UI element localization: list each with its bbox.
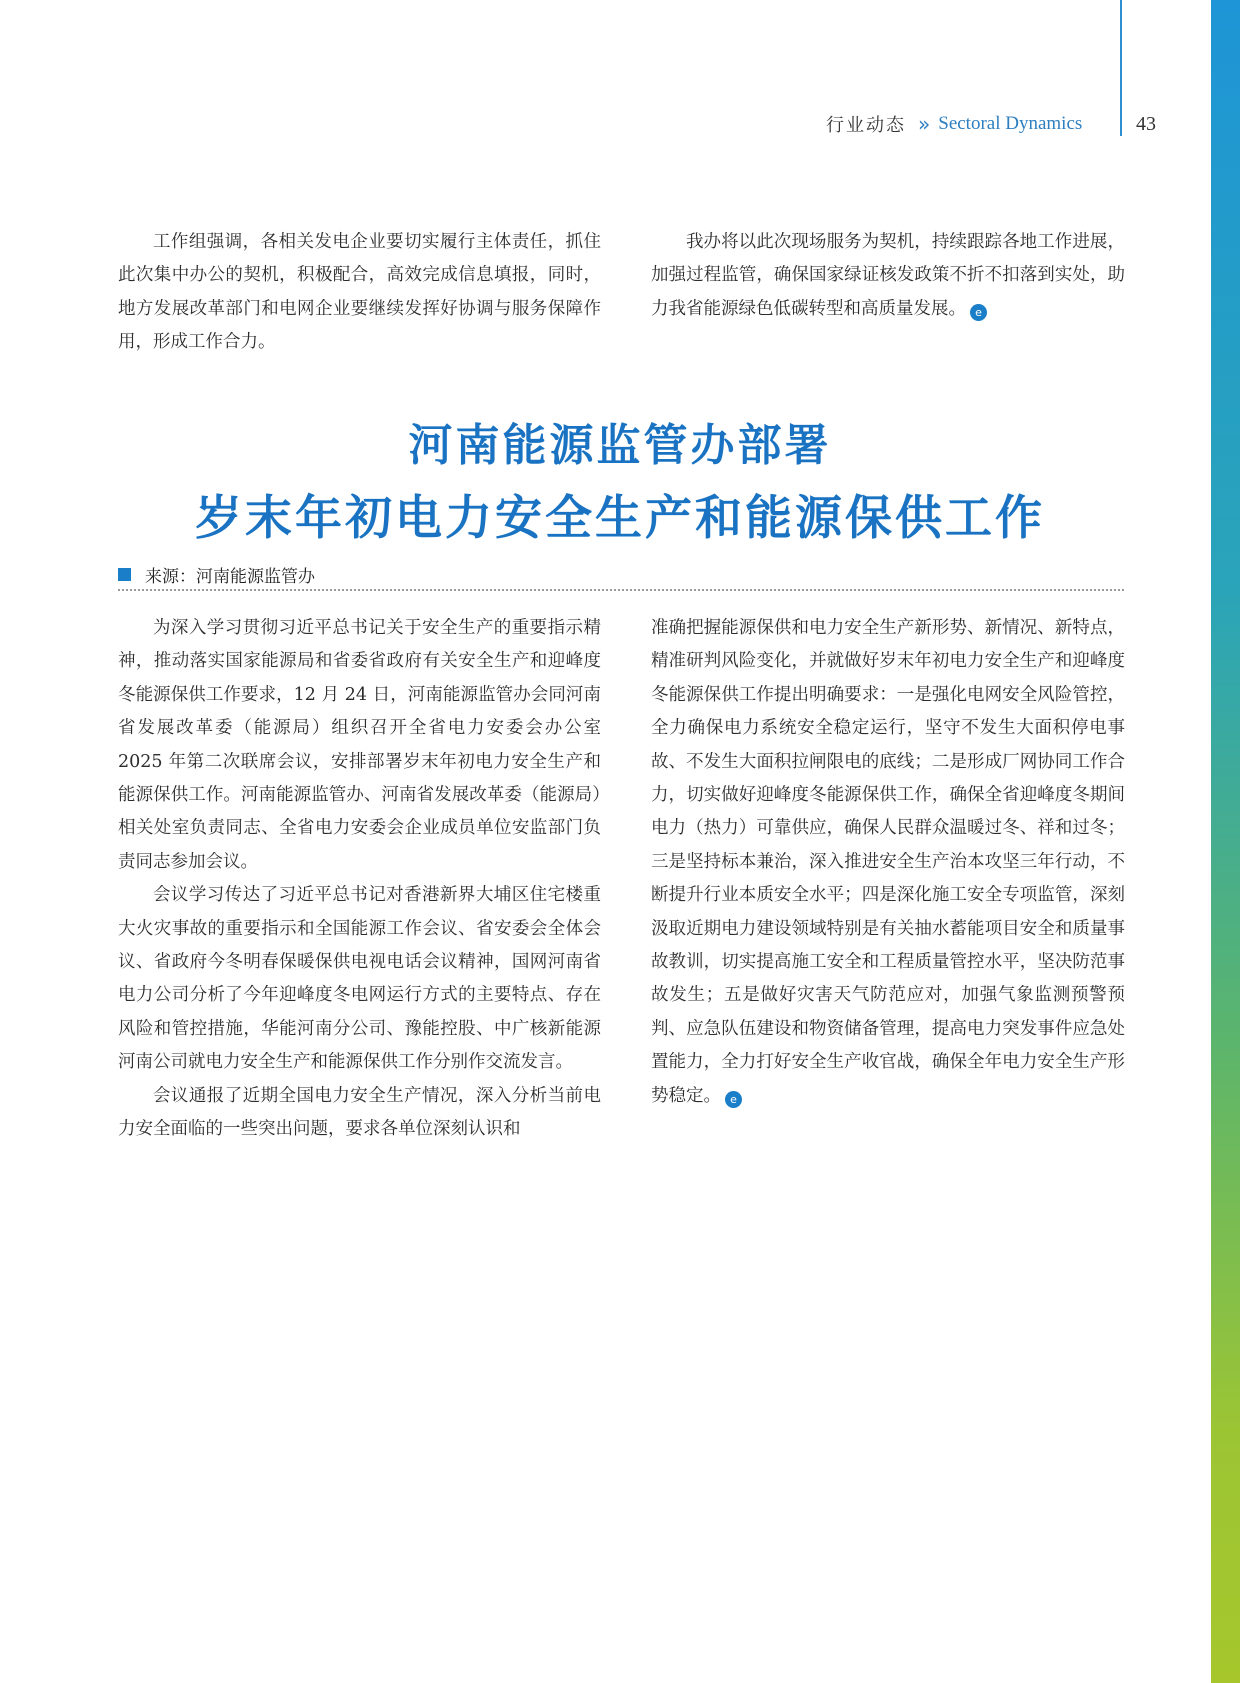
prev-left-paragraph: 工作组强调，各相关发电企业要切实履行主体责任，抓住此次集中办公的契机，积极配合，高效完成信息填报，同时，地方发展改革部门和电网企业要继续发挥好协调与服务保障作用，形成工作合力。	[118, 232, 601, 353]
article-title-line2: 岁末年初电力安全生产和能源保供工作	[195, 491, 1045, 546]
page-number: 43	[1136, 113, 1156, 135]
article-source	[118, 561, 315, 587]
prev-right-paragraph: 我办将以此次现场服务为契机，持续跟踪各地工作进展，加强过程监管，确保国家绿证核发政策不折不扣落到实处，助力我省能源绿色低碳转型和高质量发展。 e	[651, 232, 1125, 319]
chevron-right-icon: »	[918, 112, 931, 136]
dotted-divider	[118, 589, 1124, 591]
section-title-en: Sectoral Dynamics	[938, 113, 1083, 134]
header-divider	[1120, 0, 1122, 136]
prev-article-left-column	[118, 226, 601, 360]
prev-article-right-column	[651, 226, 1125, 326]
end-mark-icon: e	[970, 304, 987, 321]
end-mark-icon: e	[725, 1091, 742, 1108]
running-head	[826, 110, 1082, 138]
body-paragraph: 会议通报了近期全国电力安全生产情况，深入分析当前电力安全面临的一些突出问题，要求各单位深刻认识和	[118, 1085, 601, 1140]
section-title-cn: 行业动态	[826, 115, 906, 136]
source-text: 来源：河南能源监管办	[145, 566, 315, 587]
square-bullet-icon	[118, 568, 131, 581]
side-color-bar	[1211, 0, 1240, 1683]
article-left-column	[118, 612, 601, 1147]
body-paragraph: 为深入学习贯彻习近平总书记关于安全生产的重要指示精神，推动落实国家能源局和省委省政府有关安全生产和迎峰度冬能源保供工作要求，12 月 24 日，河南能源监管办会同河南省发展改革委（能源局）组织召开全省电力安委会办公室 2025 年第二次联席会议，安排部署岁末年初电力安全生产和能源保供工作。河南能源监管办、河南省发展改革委（能源局）相关处室负责同志、全省电力安委会企业成员单位安监部门负责同志参加会议。	[118, 618, 601, 872]
article-right-column	[651, 612, 1125, 1113]
article-title-line1: 河南能源监管办部署	[408, 420, 832, 471]
body-paragraph: 会议学习传达了习近平总书记对香港新界大埔区住宅楼重大火灾事故的重要指示和全国能源工作会议、省安委会全体会议、省政府今冬明春保暖保供电视电话会议精神，国网河南省电力公司分析了今年迎峰度冬电网运行方式的主要特点、存在风险和管控措施，华能河南分公司、豫能控股、中广核新能源河南公司就电力安全生产和能源保供工作分别作交流发言。	[118, 885, 601, 1073]
body-paragraph: 准确把握能源保供和电力安全生产新形势、新情况、新特点，精准研判风险变化，并就做好岁末年初电力安全生产和迎峰度冬能源保供工作提出明确要求：一是强化电网安全风险管控，全力确保电力系统安全稳定运行，坚守不发生大面积停电事故、不发生大面积拉闸限电的底线；二是形成厂网协同工作合力，切实做好迎峰度冬能源保供工作，确保全省迎峰度冬期间电力（热力）可靠供应，确保人民群众温暖过冬、祥和过冬；三是坚持标本兼治，深入推进安全生产治本攻坚三年行动，不断提升行业本质安全水平；四是深化施工安全专项监管，深刻汲取近期电力建设领域特别是有关抽水蓄能项目安全和质量事故教训，切实提高施工安全和工程质量管控水平，坚决防范事故发生；五是做好灾害天气防范应对，加强气象监测预警预判、应急队伍建设和物资储备管理，提高电力突发事件应急处置能力，全力打好安全生产收官战，确保全年电力安全生产形势稳定。 e	[651, 618, 1125, 1106]
